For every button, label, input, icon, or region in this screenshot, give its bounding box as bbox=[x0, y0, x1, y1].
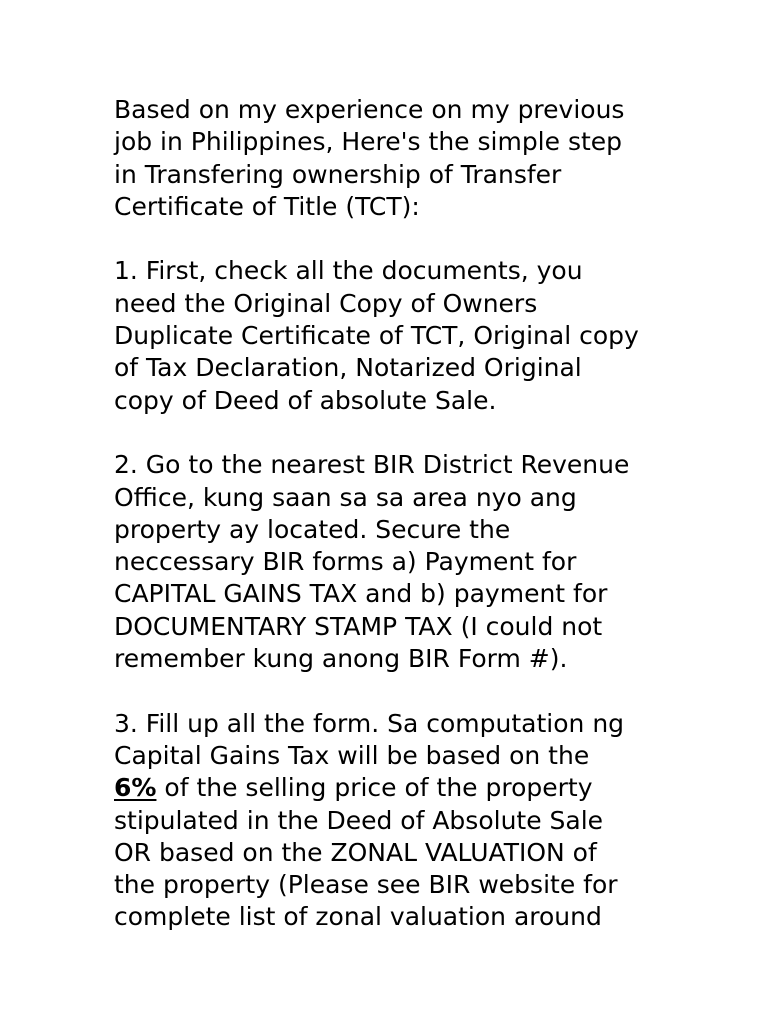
text-line: 3. Fill up all the form. Sa computation ng bbox=[114, 708, 625, 738]
text-line: complete list of zonal valuation around bbox=[114, 902, 602, 932]
step-2-paragraph bbox=[114, 449, 714, 675]
text-line: stipulated in the Deed of Absolute Sale bbox=[114, 805, 604, 835]
text-line: DOCUMENTARY STAMP TAX (I could not bbox=[114, 611, 603, 641]
text-line: CAPITAL GAINS TAX and b) payment for bbox=[114, 579, 608, 609]
text-line: Office, kung saan sa sa area nyo ang bbox=[114, 482, 577, 512]
text-line: job in Philippines, Here's the simple step bbox=[114, 127, 623, 157]
text-line: of Tax Declaration, Notarized Original bbox=[114, 353, 582, 383]
text-line: Duplicate Certificate of TCT, Original copy bbox=[114, 321, 639, 351]
text-line: copy of Deed of absolute Sale. bbox=[114, 385, 497, 415]
intro-paragraph bbox=[114, 94, 714, 223]
text-line: Certificate of Title (TCT): bbox=[114, 191, 420, 221]
text-line: OR based on the ZONAL VALUATION of bbox=[114, 837, 597, 867]
text-line-with-emphasis bbox=[114, 772, 714, 804]
text-line: need the Original Copy of Owners bbox=[114, 288, 538, 318]
text-line: property ay located. Secure the bbox=[114, 514, 511, 544]
step-1-paragraph bbox=[114, 255, 714, 416]
percentage-emphasis: 6% bbox=[114, 773, 157, 803]
text-fragment: of the selling price of the property bbox=[156, 773, 593, 803]
text-line: the property (Please see BIR website for bbox=[114, 870, 618, 900]
text-line: neccessary BIR forms a) Payment for bbox=[114, 547, 577, 577]
document-body bbox=[114, 94, 714, 966]
text-line: 2. Go to the nearest BIR District Revenue bbox=[114, 450, 630, 480]
text-line: remember kung anong BIR Form #). bbox=[114, 644, 568, 674]
text-line: 1. First, check all the documents, you bbox=[114, 256, 583, 286]
text-line: Capital Gains Tax will be based on the bbox=[114, 740, 590, 770]
step-3-paragraph bbox=[114, 708, 714, 934]
text-line: in Transfering ownership of Transfer bbox=[114, 159, 562, 189]
text-line: Based on my experience on my previous bbox=[114, 95, 625, 124]
